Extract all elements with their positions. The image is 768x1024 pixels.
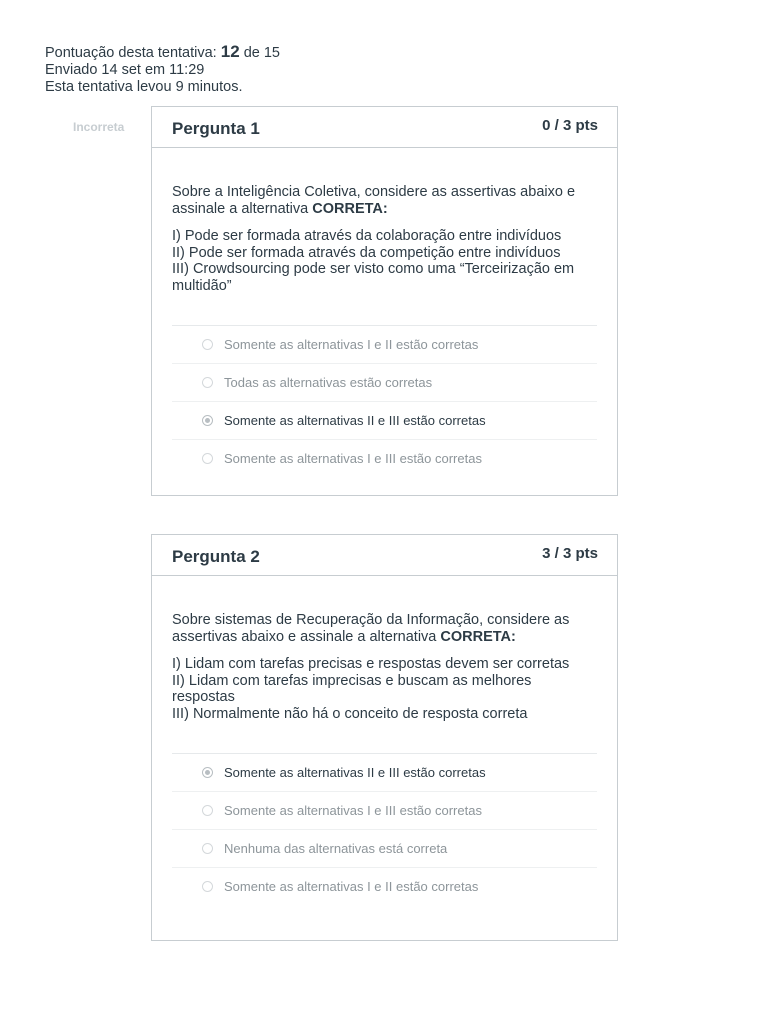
answer-label: Nenhuma das alternativas está correta xyxy=(224,841,448,856)
answer-option[interactable] xyxy=(172,754,597,792)
prompt-text: Sobre sistemas de Recuperação da Informação, considere as assertivas abaixo e assinale a alternativa xyxy=(172,612,570,645)
answer-label: Somente as alternativas I e II estão corretas xyxy=(224,337,479,352)
answer-list xyxy=(172,753,597,905)
answer-label: Somente as alternativas I e III estão corretas xyxy=(224,803,482,818)
prompt-text: Sobre a Inteligência Coletiva, considere as assertivas abaixo e assinale a alternativa xyxy=(172,184,576,217)
radio-button-icon[interactable] xyxy=(202,767,213,778)
radio-button-icon[interactable] xyxy=(202,339,213,350)
attempt-summary xyxy=(45,43,280,96)
answer-label: Somente as alternativas I e II estão corretas xyxy=(224,879,479,894)
score-prefix: Pontuação desta tentativa: xyxy=(45,45,221,61)
assertion: II) Lidam com tarefas imprecisas e buscam as melhores respostas xyxy=(172,672,532,705)
answer-option[interactable] xyxy=(172,792,597,830)
question-prompt xyxy=(172,184,597,218)
submitted-line: Enviado 14 set em 11:29 xyxy=(45,62,205,78)
answer-option[interactable] xyxy=(172,402,597,440)
answer-option[interactable] xyxy=(172,364,597,402)
question-card xyxy=(151,534,618,941)
radio-button-icon[interactable] xyxy=(202,843,213,854)
radio-button-icon[interactable] xyxy=(202,377,213,388)
radio-button-icon[interactable] xyxy=(202,805,213,816)
score-line xyxy=(45,43,280,62)
answer-option[interactable] xyxy=(172,326,597,364)
question-status-badge: Incorreta xyxy=(73,120,125,134)
answer-label: Somente as alternativas II e III estão corretas xyxy=(224,765,486,780)
question-points: 3 / 3 pts xyxy=(542,545,598,562)
radio-button-icon[interactable] xyxy=(202,415,213,426)
answer-option[interactable] xyxy=(172,830,597,868)
question-header xyxy=(152,107,617,148)
assertion: III) Normalmente não há o conceito de resposta correta xyxy=(172,705,528,722)
question-prompt xyxy=(172,612,597,646)
question-body xyxy=(152,148,617,477)
question-card xyxy=(151,106,618,496)
prompt-emphasis: CORRETA: xyxy=(312,201,388,217)
assertion: I) Lidam com tarefas precisas e respostas devem ser corretas xyxy=(172,656,570,672)
answer-label: Todas as alternativas estão corretas xyxy=(224,375,433,390)
question-title: Pergunta 2 xyxy=(172,547,260,566)
answer-label: Somente as alternativas I e III estão corretas xyxy=(224,451,482,466)
answer-option[interactable] xyxy=(172,440,597,477)
assertion: I) Pode ser formada através da colaboração entre indivíduos xyxy=(172,228,562,244)
assertion: III) Crowdsourcing pode ser visto como uma “Terceirização em multidão” xyxy=(172,261,575,294)
score-value: 12 xyxy=(220,42,240,61)
radio-button-icon[interactable] xyxy=(202,881,213,892)
question-header xyxy=(152,535,617,576)
radio-button-icon[interactable] xyxy=(202,453,213,464)
duration-line: Esta tentativa levou 9 minutos. xyxy=(45,79,243,95)
score-suffix: de 15 xyxy=(239,45,280,61)
question-points: 0 / 3 pts xyxy=(542,117,598,134)
answer-label: Somente as alternativas II e III estão corretas xyxy=(224,413,486,428)
question-body xyxy=(152,576,617,905)
answer-option[interactable] xyxy=(172,868,597,905)
assertion: II) Pode ser formada através da competição entre indivíduos xyxy=(172,244,561,261)
answer-list xyxy=(172,325,597,477)
prompt-emphasis: CORRETA: xyxy=(440,629,516,645)
question-title: Pergunta 1 xyxy=(172,119,260,138)
